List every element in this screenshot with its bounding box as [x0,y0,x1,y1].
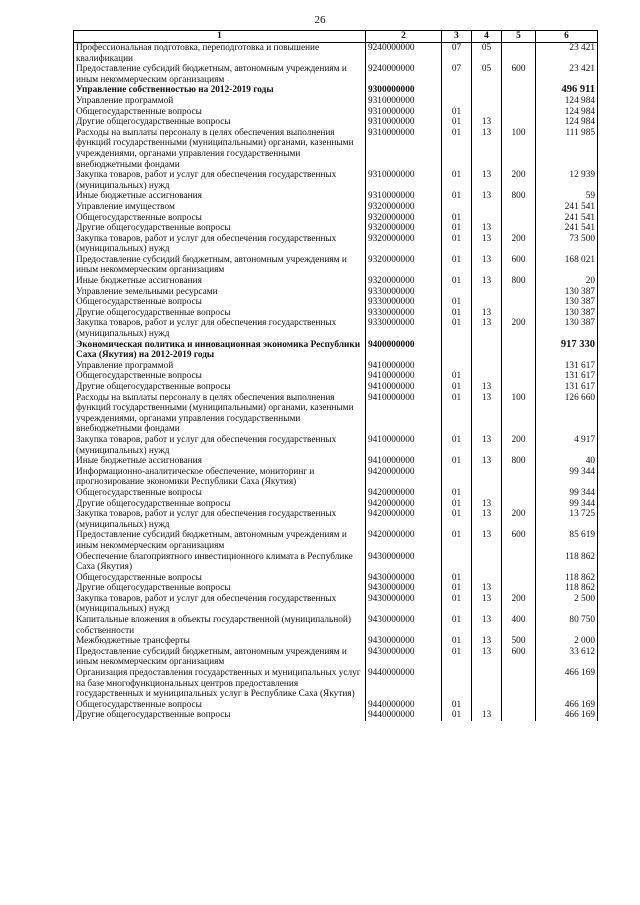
cell-section: 01 [442,393,472,435]
cell-expense-type [502,573,536,584]
cell-expense-type: 600 [502,647,536,668]
cell-code: 9420000000 [366,467,442,488]
cell-name: Закупка товаров, работ и услуг для обеспечения государственных (муниципальных) нужд [74,594,366,615]
cell-code: 9330000000 [366,318,442,339]
cell-amount: 4 917 [536,435,598,456]
cell-name: Предоставление субсидий бюджетным, автономным учреждениям и иным некоммерческим организациям [74,255,366,276]
cell-code: 9400000000 [366,340,442,361]
cell-code: 9430000000 [366,583,442,594]
cell-code: 9440000000 [366,668,442,700]
cell-amount: 99 344 [536,488,598,499]
cell-section: 01 [442,647,472,668]
cell-name: Другие общегосударственные вопросы [74,117,366,128]
table-row [74,202,598,213]
table-row [74,467,598,488]
table-row [74,700,598,711]
cell-subsection [472,85,502,96]
cell-section: 01 [442,435,472,456]
cell-subsection: 13 [472,255,502,276]
table-row [74,107,598,118]
cell-subsection [472,340,502,361]
cell-expense-type [502,668,536,700]
cell-amount: 917 330 [536,340,598,361]
table-row [74,583,598,594]
table-row [74,191,598,202]
cell-code: 9430000000 [366,615,442,636]
table-row [74,128,598,170]
cell-expense-type: 200 [502,435,536,456]
cell-subsection: 13 [472,456,502,467]
table-row [74,488,598,499]
cell-code: 9430000000 [366,552,442,573]
cell-name: Организация предоставления государственных и муниципальных услуг на базе многофункциональных центров предоставления государственных и муниципальных услуг в Республике Саха (Якутия) [74,668,366,700]
cell-amount: 13 725 [536,509,598,530]
cell-amount: 130 387 [536,297,598,308]
cell-subsection: 13 [472,435,502,456]
cell-code: 9240000000 [366,43,442,65]
cell-code: 9320000000 [366,276,442,287]
cell-code: 9430000000 [366,636,442,647]
cell-name: Управление программой [74,96,366,107]
cell-subsection: 13 [472,191,502,202]
cell-expense-type: 400 [502,615,536,636]
table-row [74,213,598,224]
header-col-code: 2 [366,31,442,43]
cell-subsection: 13 [472,223,502,234]
table-row [74,573,598,584]
cell-expense-type [502,85,536,96]
cell-expense-type [502,499,536,510]
cell-code: 9410000000 [366,393,442,435]
cell-amount: 466 169 [536,700,598,711]
table-row [74,499,598,510]
cell-subsection: 13 [472,393,502,435]
cell-amount: 496 911 [536,85,598,96]
cell-amount: 33 612 [536,647,598,668]
table-row [74,668,598,700]
cell-name: Закупка товаров, работ и услуг для обеспечения государственных (муниципальных) нужд [74,509,366,530]
cell-code: 9440000000 [366,700,442,711]
cell-section: 01 [442,308,472,319]
cell-code: 9300000000 [366,85,442,96]
cell-section [442,96,472,107]
cell-name: Профессиональная подготовка, переподготовка и повышение квалификации [74,43,366,65]
cell-code: 9310000000 [366,117,442,128]
cell-section [442,467,472,488]
cell-name: Расходы на выплаты персоналу в целях обеспечения выполнения функций государственными (муниципальными) органами, казенными учреждениями, органами управления государственными внебюджетными фондами [74,128,366,170]
table-row [74,361,598,372]
table-row [74,594,598,615]
cell-code: 9310000000 [366,170,442,191]
cell-subsection: 13 [472,318,502,339]
table-row [74,96,598,107]
header-col-subsection: 4 [472,31,502,43]
cell-code: 9410000000 [366,361,442,372]
cell-section: 01 [442,530,472,551]
cell-name: Управление собственностью на 2012-2019 годы [74,85,366,96]
cell-section: 01 [442,615,472,636]
cell-name: Управление земельными ресурсами [74,287,366,298]
cell-subsection: 05 [472,43,502,65]
table-row [74,85,598,96]
cell-name: Экономическая политика и инновационная экономика Республики Саха (Якутия) на 2012-2019 годы [74,340,366,361]
cell-name: Иные бюджетные ассигнования [74,191,366,202]
cell-section: 01 [442,107,472,118]
cell-subsection: 13 [472,128,502,170]
cell-code: 9240000000 [366,64,442,85]
cell-subsection: 13 [472,583,502,594]
cell-name: Обеспечение благоприятного инвестиционного климата в Республике Саха (Якутия) [74,552,366,573]
cell-name: Другие общегосударственные вопросы [74,583,366,594]
cell-expense-type [502,552,536,573]
cell-section: 01 [442,573,472,584]
table-row [74,530,598,551]
table-row [74,64,598,85]
cell-subsection: 13 [472,594,502,615]
budget-table [73,30,598,721]
table-row [74,318,598,339]
cell-subsection [472,213,502,224]
cell-amount: 241 541 [536,213,598,224]
cell-section: 01 [442,371,472,382]
cell-section [442,340,472,361]
budget-table-wrapper [73,30,598,721]
cell-code: 9330000000 [366,308,442,319]
cell-code: 9320000000 [366,255,442,276]
cell-section: 01 [442,297,472,308]
cell-amount: 168 021 [536,255,598,276]
cell-code: 9320000000 [366,234,442,255]
cell-code: 9430000000 [366,573,442,584]
cell-amount: 466 169 [536,710,598,721]
cell-amount: 130 387 [536,308,598,319]
cell-subsection: 13 [472,382,502,393]
table-row [74,371,598,382]
page-number: 26 [314,14,326,26]
cell-code: 9320000000 [366,223,442,234]
cell-amount: 241 541 [536,202,598,213]
cell-section [442,552,472,573]
header-row [74,31,598,43]
cell-section: 01 [442,488,472,499]
cell-name: Общегосударственные вопросы [74,700,366,711]
table-body [74,43,598,722]
cell-code: 9320000000 [366,202,442,213]
cell-section: 01 [442,710,472,721]
cell-expense-type: 200 [502,594,536,615]
cell-name: Общегосударственные вопросы [74,213,366,224]
table-row [74,43,598,65]
cell-name: Управление программой [74,361,366,372]
cell-subsection: 13 [472,530,502,551]
table-row [74,255,598,276]
cell-section: 01 [442,594,472,615]
cell-section: 01 [442,170,472,191]
cell-name: Другие общегосударственные вопросы [74,710,366,721]
header-col-amount: 6 [536,31,598,43]
cell-expense-type: 200 [502,509,536,530]
cell-name: Предоставление субсидий бюджетным, автономным учреждениям и иным некоммерческим организациям [74,64,366,85]
cell-code: 9320000000 [366,213,442,224]
cell-expense-type [502,467,536,488]
cell-name: Закупка товаров, работ и услуг для обеспечения государственных (муниципальных) нужд [74,435,366,456]
cell-name: Общегосударственные вопросы [74,573,366,584]
cell-expense-type: 500 [502,636,536,647]
cell-section: 01 [442,700,472,711]
cell-amount: 99 344 [536,499,598,510]
cell-expense-type: 200 [502,234,536,255]
cell-expense-type [502,340,536,361]
cell-subsection: 13 [472,276,502,287]
cell-name: Общегосударственные вопросы [74,371,366,382]
cell-subsection: 13 [472,234,502,255]
cell-name: Предоставление субсидий бюджетным, автономным учреждениям и иным некоммерческим организациям [74,647,366,668]
cell-subsection [472,700,502,711]
cell-section: 01 [442,499,472,510]
cell-name: Другие общегосударственные вопросы [74,308,366,319]
cell-amount: 131 617 [536,361,598,372]
cell-subsection: 13 [472,636,502,647]
cell-expense-type [502,107,536,118]
table-row [74,647,598,668]
cell-subsection: 13 [472,117,502,128]
cell-section: 01 [442,276,472,287]
table-row [74,435,598,456]
cell-name: Закупка товаров, работ и услуг для обеспечения государственных (муниципальных) нужд [74,234,366,255]
cell-code: 9420000000 [366,530,442,551]
cell-amount: 131 617 [536,382,598,393]
cell-expense-type [502,213,536,224]
cell-amount: 124 984 [536,107,598,118]
table-row [74,276,598,287]
cell-amount: 40 [536,456,598,467]
table-row [74,393,598,435]
cell-expense-type [502,223,536,234]
cell-subsection [472,573,502,584]
table-header [74,31,598,43]
cell-amount: 73 500 [536,234,598,255]
cell-section: 07 [442,43,472,65]
cell-amount: 124 984 [536,117,598,128]
cell-name: Другие общегосударственные вопросы [74,499,366,510]
cell-amount: 80 750 [536,615,598,636]
cell-expense-type [502,382,536,393]
table-row [74,552,598,573]
cell-name: Общегосударственные вопросы [74,297,366,308]
cell-code: 9310000000 [366,96,442,107]
cell-expense-type: 800 [502,456,536,467]
cell-section: 01 [442,234,472,255]
table-row [74,509,598,530]
cell-code: 9330000000 [366,297,442,308]
cell-section: 01 [442,318,472,339]
cell-subsection: 13 [472,170,502,191]
cell-amount: 241 541 [536,223,598,234]
table-row [74,234,598,255]
cell-name: Общегосударственные вопросы [74,488,366,499]
cell-amount: 130 387 [536,318,598,339]
table-row [74,223,598,234]
table-row [74,117,598,128]
cell-code: 9310000000 [366,128,442,170]
cell-name: Общегосударственные вопросы [74,107,366,118]
table-row [74,636,598,647]
cell-code: 9420000000 [366,499,442,510]
cell-expense-type [502,371,536,382]
cell-name: Закупка товаров, работ и услуг для обеспечения государственных (муниципальных) нужд [74,318,366,339]
cell-amount: 466 169 [536,668,598,700]
cell-subsection [472,297,502,308]
cell-expense-type: 100 [502,393,536,435]
cell-section: 01 [442,191,472,202]
cell-code: 9420000000 [366,509,442,530]
cell-code: 9310000000 [366,107,442,118]
cell-expense-type [502,700,536,711]
cell-section: 01 [442,255,472,276]
cell-expense-type: 200 [502,318,536,339]
cell-name: Управление имуществом [74,202,366,213]
cell-section [442,361,472,372]
cell-amount: 118 862 [536,573,598,584]
cell-code: 9430000000 [366,594,442,615]
cell-expense-type [502,202,536,213]
cell-expense-type [502,361,536,372]
cell-code: 9440000000 [366,710,442,721]
table-row [74,340,598,361]
cell-amount: 59 [536,191,598,202]
cell-expense-type [502,710,536,721]
cell-subsection: 13 [472,308,502,319]
cell-amount: 111 985 [536,128,598,170]
cell-code: 9330000000 [366,287,442,298]
cell-amount: 126 660 [536,393,598,435]
table-row [74,615,598,636]
cell-amount: 23 421 [536,43,598,65]
cell-subsection [472,488,502,499]
cell-subsection [472,107,502,118]
table-row [74,297,598,308]
cell-section: 07 [442,64,472,85]
cell-subsection: 13 [472,509,502,530]
cell-code: 9430000000 [366,647,442,668]
table-row [74,287,598,298]
cell-section [442,668,472,700]
cell-amount: 20 [536,276,598,287]
cell-amount: 23 421 [536,64,598,85]
cell-subsection: 13 [472,615,502,636]
cell-amount: 85 619 [536,530,598,551]
cell-subsection: 13 [472,710,502,721]
table-row [74,308,598,319]
cell-subsection [472,361,502,372]
cell-name: Иные бюджетные ассигнования [74,456,366,467]
cell-expense-type [502,287,536,298]
cell-amount: 131 617 [536,371,598,382]
cell-expense-type: 600 [502,64,536,85]
table-row [74,170,598,191]
cell-subsection [472,668,502,700]
cell-section: 01 [442,223,472,234]
cell-subsection [472,552,502,573]
cell-section: 01 [442,213,472,224]
cell-expense-type: 200 [502,170,536,191]
cell-subsection: 05 [472,64,502,85]
cell-amount: 118 862 [536,583,598,594]
cell-code: 9420000000 [366,488,442,499]
cell-expense-type: 600 [502,530,536,551]
cell-expense-type [502,297,536,308]
cell-name: Другие общегосударственные вопросы [74,223,366,234]
cell-expense-type: 100 [502,128,536,170]
cell-expense-type [502,308,536,319]
cell-amount: 118 862 [536,552,598,573]
cell-code: 9410000000 [366,435,442,456]
header-col-name: 1 [74,31,366,43]
cell-section: 01 [442,456,472,467]
cell-name: Другие общегосударственные вопросы [74,382,366,393]
cell-code: 9410000000 [366,456,442,467]
cell-section: 01 [442,128,472,170]
cell-code: 9410000000 [366,371,442,382]
cell-code: 9410000000 [366,382,442,393]
cell-name: Иные бюджетные ассигнования [74,276,366,287]
cell-amount: 130 387 [536,287,598,298]
cell-amount: 99 344 [536,467,598,488]
cell-subsection [472,467,502,488]
cell-section: 01 [442,117,472,128]
cell-subsection [472,202,502,213]
cell-expense-type [502,488,536,499]
cell-code: 9310000000 [366,191,442,202]
cell-section [442,85,472,96]
table-row [74,710,598,721]
cell-expense-type [502,117,536,128]
table-row [74,382,598,393]
cell-amount: 2 000 [536,636,598,647]
cell-subsection: 13 [472,647,502,668]
cell-name: Предоставление субсидий бюджетным, автономным учреждениям и иным некоммерческим организациям [74,530,366,551]
cell-name: Закупка товаров, работ и услуг для обеспечения государственных (муниципальных) нужд [74,170,366,191]
cell-section: 01 [442,636,472,647]
cell-section: 01 [442,509,472,530]
header-col-section: 3 [442,31,472,43]
cell-amount: 12 939 [536,170,598,191]
cell-expense-type: 800 [502,191,536,202]
cell-section: 01 [442,583,472,594]
cell-name: Капитальные вложения в объекты государственной (муниципальной) собственности [74,615,366,636]
table-row [74,456,598,467]
cell-subsection [472,96,502,107]
cell-amount: 124 984 [536,96,598,107]
cell-name: Информационно-аналитическое обеспечение, мониторинг и прогнозирование экономики Республики Саха (Якутия) [74,467,366,488]
cell-section: 01 [442,382,472,393]
cell-expense-type: 800 [502,276,536,287]
cell-subsection: 13 [472,499,502,510]
cell-name: Межбюджетные трансферты [74,636,366,647]
cell-expense-type [502,583,536,594]
cell-name: Расходы на выплаты персоналу в целях обеспечения выполнения функций государственными (муниципальными) органами, казенными учреждениями, органами управления государственными внебюджетными фондами [74,393,366,435]
cell-subsection [472,371,502,382]
cell-subsection [472,287,502,298]
cell-expense-type: 600 [502,255,536,276]
cell-expense-type [502,96,536,107]
cell-amount: 2 500 [536,594,598,615]
header-col-expense-type: 5 [502,31,536,43]
cell-section [442,287,472,298]
cell-expense-type [502,43,536,65]
cell-section [442,202,472,213]
